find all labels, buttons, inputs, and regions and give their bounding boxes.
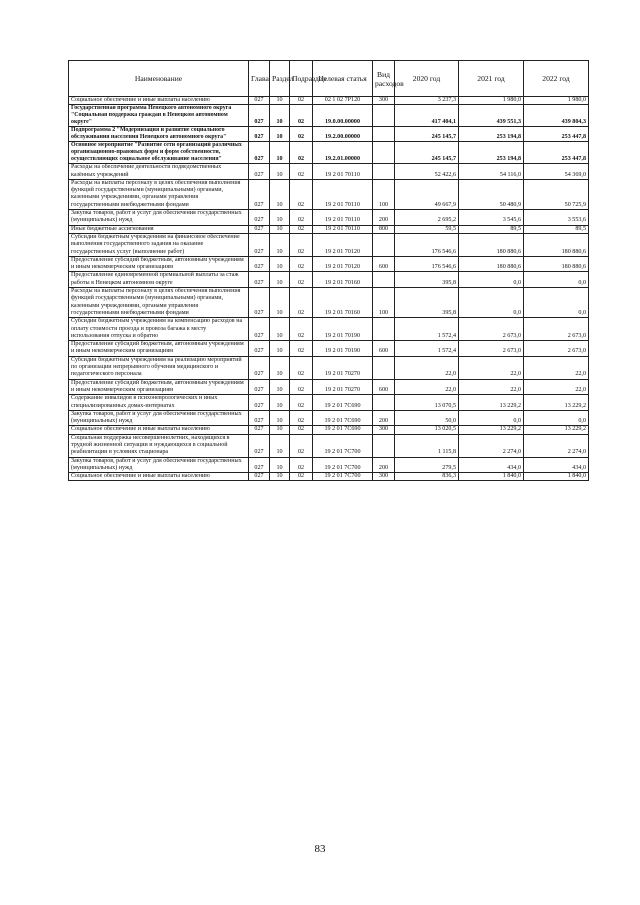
row-subsection-cell: 02 — [290, 341, 313, 357]
row-section-cell: 10 — [270, 379, 290, 395]
row-2021-value: 50 480,9 — [459, 179, 524, 209]
row-2020-value: 395,8 — [395, 272, 459, 288]
table-row — [69, 164, 589, 180]
row-expense-type-cell — [373, 127, 395, 142]
row-section-cell: 10 — [270, 356, 290, 379]
row-2020-value: 50,0 — [395, 410, 459, 426]
row-2022-value: 180 880,6 — [524, 233, 589, 256]
row-chapter-cell: 027 — [249, 473, 270, 481]
row-2021-value: 180 880,6 — [459, 256, 524, 272]
row-name-cell: Расходы на выплаты персоналу в целях обеспечения выполнения функций государственными (муниципальными) органами, казенными учреждениями, органами управления государственными внебюджетными фондами — [69, 288, 249, 318]
row-section-cell: 10 — [270, 164, 290, 180]
row-name-cell: Субсидии бюджетным учреждениям на финансовое обеспечение выполнения государственного задания на оказание государственных услуг (выполнение работ) — [69, 233, 249, 256]
table-row — [69, 256, 589, 272]
row-name-cell: Основное мероприятие "Развитие сети организаций различных организационно-правовых форм и форм собственности, осуществляющих социальное обслуживание населения" — [69, 142, 249, 164]
row-section-cell: 10 — [270, 225, 290, 233]
row-chapter-cell: 027 — [249, 395, 270, 411]
row-expense-type-cell: 600 — [373, 341, 395, 357]
row-target-article-cell: 19 2 01 70120 — [313, 233, 373, 256]
row-2022-value: 253 447,8 — [524, 142, 589, 164]
row-2020-value: 52 422,6 — [395, 164, 459, 180]
row-target-article-cell: 19 2 01 70190 — [313, 341, 373, 357]
row-subsection-cell: 02 — [290, 426, 313, 434]
row-chapter-cell: 027 — [249, 179, 270, 209]
row-2021-value: 0,0 — [459, 410, 524, 426]
row-target-article-cell: 19 2 01 70160 — [313, 272, 373, 288]
table-row — [69, 288, 589, 318]
row-subsection-cell: 02 — [290, 395, 313, 411]
table-row — [69, 233, 589, 256]
row-chapter-cell: 027 — [249, 379, 270, 395]
row-target-article-cell: 19 2 01 70120 — [313, 256, 373, 272]
row-2022-value: 2 673,0 — [524, 341, 589, 357]
row-2022-value: 22,0 — [524, 356, 589, 379]
row-chapter-cell: 027 — [249, 318, 270, 341]
table-row — [69, 457, 589, 473]
row-name-cell: Социальное обеспечение и иные выплаты населению — [69, 473, 249, 481]
row-subsection-cell: 02 — [290, 233, 313, 256]
row-chapter-cell: 027 — [249, 356, 270, 379]
row-target-article-cell: 19 2 01 7С700 — [313, 434, 373, 457]
table-row — [69, 395, 589, 411]
row-2021-value: 2 673,0 — [459, 341, 524, 357]
row-2022-value: 22,0 — [524, 379, 589, 395]
row-2020-value: 279,5 — [395, 457, 459, 473]
row-section-cell: 10 — [270, 179, 290, 209]
row-target-article-cell: 19 2 01 7С690 — [313, 426, 373, 434]
row-2021-value: 2 673,0 — [459, 318, 524, 341]
row-2021-value: 22,0 — [459, 356, 524, 379]
row-2020-value: 245 145,7 — [395, 142, 459, 164]
row-2020-value: 49 667,9 — [395, 179, 459, 209]
row-name-cell: Закупка товаров, работ и услуг для обеспечения государственных (муниципальных) нужд — [69, 210, 249, 226]
row-target-article-cell: 19 2 01 7С700 — [313, 457, 373, 473]
row-chapter-cell: 027 — [249, 210, 270, 226]
row-target-article-cell: 19 2 01 70110 — [313, 210, 373, 226]
row-subsection-cell: 02 — [290, 164, 313, 180]
row-expense-type-cell: 300 — [373, 473, 395, 481]
row-2021-value: 439 551,3 — [459, 105, 524, 127]
row-name-cell: Предоставление субсидий бюджетным, автономным учреждениям и иным некоммерческим организациям — [69, 256, 249, 272]
row-2020-value: 176 546,6 — [395, 256, 459, 272]
table-row — [69, 341, 589, 357]
row-section-cell: 10 — [270, 142, 290, 164]
row-name-cell: Социальное обеспечение и иные выплаты населению — [69, 97, 249, 105]
row-target-article-cell: 19.2.01.00000 — [313, 142, 373, 164]
row-2021-value: 434,0 — [459, 457, 524, 473]
table-row — [69, 127, 589, 142]
header-year-2020: 2020 год — [395, 61, 459, 97]
table-row — [69, 97, 589, 105]
row-2021-value: 180 880,6 — [459, 233, 524, 256]
row-target-article-cell: 19 2 01 7С700 — [313, 473, 373, 481]
row-name-cell: Закупка товаров, работ и услуг для обеспечения государственных (муниципальных) нужд — [69, 457, 249, 473]
row-2020-value: 2 695,2 — [395, 210, 459, 226]
row-2022-value: 1 840,0 — [524, 473, 589, 481]
row-subsection-cell: 02 — [290, 288, 313, 318]
row-expense-type-cell — [373, 272, 395, 288]
row-chapter-cell: 027 — [249, 164, 270, 180]
row-target-article-cell: 19.2.00.00000 — [313, 127, 373, 142]
row-name-cell: Иные бюджетные ассигнования — [69, 225, 249, 233]
row-expense-type-cell — [373, 434, 395, 457]
row-name-cell: Предоставление единовременной премиальной выплаты за стаж работы в Ненецком автономном округе — [69, 272, 249, 288]
row-2022-value: 2 274,0 — [524, 434, 589, 457]
row-2021-value: 22,0 — [459, 379, 524, 395]
row-section-cell: 10 — [270, 473, 290, 481]
table-body — [69, 97, 589, 481]
row-target-article-cell: 19 2 01 70190 — [313, 318, 373, 341]
table-row — [69, 105, 589, 127]
row-target-article-cell: 19 2 01 7С690 — [313, 395, 373, 411]
row-expense-type-cell: 800 — [373, 225, 395, 233]
row-2020-value: 13 070,5 — [395, 395, 459, 411]
row-2022-value: 13 229,2 — [524, 395, 589, 411]
table-row — [69, 225, 589, 233]
row-chapter-cell: 027 — [249, 97, 270, 105]
row-subsection-cell: 02 — [290, 318, 313, 341]
row-expense-type-cell — [373, 356, 395, 379]
header-name: Наименование — [69, 61, 249, 97]
row-expense-type-cell: 300 — [373, 426, 395, 434]
row-section-cell: 10 — [270, 97, 290, 105]
row-name-cell: Социальное обеспечение и иные выплаты населению — [69, 426, 249, 434]
row-chapter-cell: 027 — [249, 225, 270, 233]
row-2021-value: 0,0 — [459, 272, 524, 288]
row-subsection-cell: 02 — [290, 105, 313, 127]
row-subsection-cell: 02 — [290, 225, 313, 233]
row-2020-value: 836,3 — [395, 473, 459, 481]
row-name-cell: Подпрограмма 2 "Модернизация и развитие социального обслуживания населения Ненецкого автономного округа" — [69, 127, 249, 142]
row-section-cell: 10 — [270, 105, 290, 127]
row-subsection-cell: 02 — [290, 179, 313, 209]
row-expense-type-cell: 200 — [373, 410, 395, 426]
row-2022-value: 0,0 — [524, 288, 589, 318]
row-name-cell: Предоставление субсидий бюджетным, автономным учреждениям и иным некоммерческим организациям — [69, 341, 249, 357]
row-section-cell: 10 — [270, 233, 290, 256]
row-section-cell: 10 — [270, 341, 290, 357]
row-2021-value: 0,0 — [459, 288, 524, 318]
row-chapter-cell: 027 — [249, 233, 270, 256]
table-row — [69, 434, 589, 457]
row-expense-type-cell — [373, 142, 395, 164]
row-2022-value: 0,0 — [524, 272, 589, 288]
row-target-article-cell: 19 2 01 70270 — [313, 379, 373, 395]
row-section-cell: 10 — [270, 410, 290, 426]
header-section: Раздел — [270, 61, 290, 97]
row-subsection-cell: 02 — [290, 210, 313, 226]
row-chapter-cell: 027 — [249, 272, 270, 288]
row-2021-value: 54 116,0 — [459, 164, 524, 180]
header-subsection: Подраздел — [290, 61, 313, 97]
row-2020-value: 22,0 — [395, 356, 459, 379]
row-name-cell: Субсидии бюджетным учреждениям на компенсацию расходов на оплату стоимости проезда и провоза багажа к месту использования отпуска и обратно — [69, 318, 249, 341]
table-row — [69, 142, 589, 164]
row-expense-type-cell: 200 — [373, 210, 395, 226]
row-2020-value: 176 546,6 — [395, 233, 459, 256]
header-year-2021: 2021 год — [459, 61, 524, 97]
row-section-cell: 10 — [270, 434, 290, 457]
row-name-cell: Государственная программа Ненецкого автономного округа "Социальная поддержка граждан в Ненецком автономном округе" — [69, 105, 249, 127]
row-subsection-cell: 02 — [290, 473, 313, 481]
row-section-cell: 10 — [270, 318, 290, 341]
row-2020-value: 3 237,3 — [395, 97, 459, 105]
row-expense-type-cell: 600 — [373, 256, 395, 272]
row-subsection-cell: 02 — [290, 434, 313, 457]
row-2022-value: 13 229,2 — [524, 426, 589, 434]
row-chapter-cell: 027 — [249, 127, 270, 142]
row-chapter-cell: 027 — [249, 105, 270, 127]
row-section-cell: 10 — [270, 426, 290, 434]
row-2022-value: 180 880,6 — [524, 256, 589, 272]
row-name-cell: Социальная поддержка несовершеннолетних, находящихся в трудной жизненной ситуации и нуждающихся в социальной реабилитации в условиях стационара — [69, 434, 249, 457]
row-section-cell: 10 — [270, 288, 290, 318]
row-2022-value: 1 980,0 — [524, 97, 589, 105]
row-2021-value: 13 229,2 — [459, 426, 524, 434]
row-name-cell: Субсидии бюджетным учреждениям на реализацию мероприятий по организации непрерывного обучения медицинского и педагогического персонала — [69, 356, 249, 379]
row-2020-value: 22,0 — [395, 379, 459, 395]
row-chapter-cell: 027 — [249, 457, 270, 473]
row-subsection-cell: 02 — [290, 142, 313, 164]
row-expense-type-cell: 300 — [373, 97, 395, 105]
row-name-cell: Расходы на выплаты персоналу в целях обеспечения выполнения функций государственными (муниципальными) органами, казенными учреждениями, органами управления государственными внебюджетными фондами — [69, 179, 249, 209]
row-2021-value: 1 980,0 — [459, 97, 524, 105]
header-year-2022: 2022 год — [524, 61, 589, 97]
table-row — [69, 210, 589, 226]
page-number: 83 — [314, 843, 326, 855]
row-target-article-cell: 19.0.00.00000 — [313, 105, 373, 127]
row-2021-value: 2 274,0 — [459, 434, 524, 457]
table-row — [69, 272, 589, 288]
row-chapter-cell: 027 — [249, 256, 270, 272]
table-row — [69, 410, 589, 426]
row-subsection-cell: 02 — [290, 457, 313, 473]
table-row — [69, 356, 589, 379]
row-2021-value: 253 194,8 — [459, 127, 524, 142]
row-name-cell: Расходы на обеспечение деятельности подведомственных казённых учреждений — [69, 164, 249, 180]
row-section-cell: 10 — [270, 395, 290, 411]
row-2022-value: 3 553,6 — [524, 210, 589, 226]
row-2021-value: 253 194,8 — [459, 142, 524, 164]
row-section-cell: 10 — [270, 457, 290, 473]
header-chapter: Глава — [249, 61, 270, 97]
table-row — [69, 473, 589, 481]
row-subsection-cell: 02 — [290, 410, 313, 426]
table-row — [69, 318, 589, 341]
row-target-article-cell: 19 2 01 7С690 — [313, 410, 373, 426]
row-subsection-cell: 02 — [290, 272, 313, 288]
row-2020-value: 245 145,7 — [395, 127, 459, 142]
row-2020-value: 417 404,1 — [395, 105, 459, 127]
row-2022-value: 54 369,0 — [524, 164, 589, 180]
row-2020-value: 1 572,4 — [395, 341, 459, 357]
row-section-cell: 10 — [270, 210, 290, 226]
row-chapter-cell: 027 — [249, 288, 270, 318]
row-chapter-cell: 027 — [249, 341, 270, 357]
row-target-article-cell: 02 1 02 7Р120 — [313, 97, 373, 105]
row-target-article-cell: 19 2 01 70110 — [313, 225, 373, 233]
row-2022-value: 439 804,3 — [524, 105, 589, 127]
row-2021-value: 13 229,2 — [459, 395, 524, 411]
row-target-article-cell: 19 2 01 70160 — [313, 288, 373, 318]
row-name-cell: Содержание инвалидов в психоневрологических и иных специализированных домах-интернатах — [69, 395, 249, 411]
row-expense-type-cell — [373, 395, 395, 411]
row-2020-value: 1 572,4 — [395, 318, 459, 341]
row-section-cell: 10 — [270, 127, 290, 142]
row-chapter-cell: 027 — [249, 410, 270, 426]
row-expense-type-cell — [373, 105, 395, 127]
row-expense-type-cell: 100 — [373, 179, 395, 209]
row-2022-value: 2 673,0 — [524, 318, 589, 341]
row-section-cell: 10 — [270, 272, 290, 288]
row-expense-type-cell: 600 — [373, 379, 395, 395]
row-2022-value: 0,0 — [524, 410, 589, 426]
header-expense-type: Вид расходов — [373, 61, 395, 97]
row-chapter-cell: 027 — [249, 426, 270, 434]
row-2022-value: 89,5 — [524, 225, 589, 233]
row-subsection-cell: 02 — [290, 97, 313, 105]
row-name-cell: Закупка товаров, работ и услуг для обеспечения государственных (муниципальных) нужд — [69, 410, 249, 426]
row-target-article-cell: 19 2 01 70110 — [313, 164, 373, 180]
row-2022-value: 434,0 — [524, 457, 589, 473]
row-2020-value: 13 020,5 — [395, 426, 459, 434]
row-2020-value: 1 115,8 — [395, 434, 459, 457]
row-expense-type-cell — [373, 233, 395, 256]
row-target-article-cell: 19 2 01 70270 — [313, 356, 373, 379]
row-section-cell: 10 — [270, 256, 290, 272]
row-2021-value: 89,5 — [459, 225, 524, 233]
row-chapter-cell: 027 — [249, 142, 270, 164]
table-row — [69, 426, 589, 434]
row-2021-value: 1 840,0 — [459, 473, 524, 481]
row-target-article-cell: 19 2 01 70110 — [313, 179, 373, 209]
row-2022-value: 50 725,9 — [524, 179, 589, 209]
header-target-article: Целевая статья — [313, 61, 373, 97]
row-subsection-cell: 02 — [290, 356, 313, 379]
table-header-row — [69, 61, 589, 97]
row-expense-type-cell: 100 — [373, 288, 395, 318]
table-row — [69, 379, 589, 395]
row-subsection-cell: 02 — [290, 127, 313, 142]
row-2020-value: 395,8 — [395, 288, 459, 318]
row-2021-value: 3 545,6 — [459, 210, 524, 226]
row-expense-type-cell — [373, 164, 395, 180]
row-subsection-cell: 02 — [290, 256, 313, 272]
row-expense-type-cell: 200 — [373, 457, 395, 473]
row-chapter-cell: 027 — [249, 434, 270, 457]
row-2022-value: 253 447,8 — [524, 127, 589, 142]
table-row — [69, 179, 589, 209]
row-2020-value: 59,5 — [395, 225, 459, 233]
row-expense-type-cell — [373, 318, 395, 341]
budget-table — [68, 60, 589, 481]
row-name-cell: Предоставление субсидий бюджетным, автономным учреждениям и иным некоммерческим организациям — [69, 379, 249, 395]
row-subsection-cell: 02 — [290, 379, 313, 395]
